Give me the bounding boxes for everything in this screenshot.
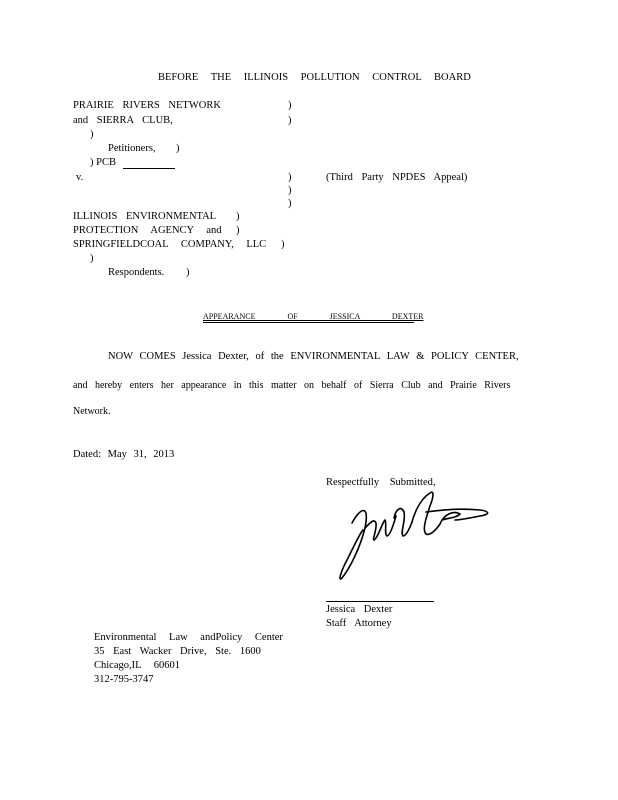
body-line-1: NOW COMES Jessica Dexter, of the ENVIRONMENTAL LAW & POLICY CENTER, bbox=[108, 351, 519, 362]
pcb-label: ) PCB bbox=[90, 157, 116, 168]
caption-paren: ) bbox=[288, 198, 292, 209]
dated-line: Dated: May 31, 2013 bbox=[73, 449, 175, 460]
address-phone: 312-795-3747 bbox=[94, 674, 154, 685]
body-line-2: and hereby enters her appearance in this matter on behalf of Sierra Club and Prairie Rivers bbox=[73, 380, 511, 391]
address-city: Chicago,IL 60601 bbox=[94, 660, 181, 671]
versus-label: v. bbox=[76, 172, 84, 183]
petitioners-label: Petitioners, bbox=[108, 143, 156, 154]
signer-title: Staff Attorney bbox=[326, 618, 392, 629]
caption-paren: ) bbox=[288, 100, 292, 111]
signature-line bbox=[326, 601, 434, 602]
closing-text: Respectfully Submitted, bbox=[326, 477, 436, 488]
petitioner-name-line1: PRAIRIE RIVERS NETWORK bbox=[73, 100, 221, 111]
respondent-name-line3: SPRINGFIELDCOAL COMPANY, LLC bbox=[73, 239, 267, 250]
caption-paren: ) bbox=[90, 253, 94, 264]
appeal-type: (Third Party NPDES Appeal) bbox=[326, 172, 468, 183]
address-street: 35 East Wacker Drive, Ste. 1600 bbox=[94, 646, 261, 657]
petitioner-name-line2: and SIERRA CLUB, bbox=[73, 115, 173, 126]
document-heading: BEFORE THE ILLINOIS POLLUTION CONTROL BOARD bbox=[158, 72, 471, 83]
caption-paren: ) bbox=[288, 115, 292, 126]
caption-paren: ) bbox=[281, 239, 285, 250]
caption-paren: ) bbox=[288, 185, 292, 196]
address-org: Environmental Law andPolicy Center bbox=[94, 632, 283, 643]
pcb-number-blank-line bbox=[123, 168, 175, 169]
caption-paren: ) bbox=[288, 172, 292, 183]
caption-paren: ) bbox=[186, 267, 190, 278]
signer-name: Jessica Dexter bbox=[326, 604, 393, 615]
caption-paren: ) bbox=[176, 143, 180, 154]
caption-paren: ) bbox=[236, 225, 240, 236]
respondent-name-line1: ILLINOIS ENVIRONMENTAL bbox=[73, 211, 217, 222]
caption-paren: ) bbox=[90, 129, 94, 140]
caption-paren: ) bbox=[236, 211, 240, 222]
document-title: APPEARANCE OF JESSICA DEXTER bbox=[203, 312, 424, 321]
body-line-3: Network. bbox=[73, 406, 111, 417]
title-underline bbox=[203, 322, 414, 323]
handwritten-signature bbox=[330, 478, 495, 588]
respondent-name-line2: PROTECTION AGENCY and bbox=[73, 225, 222, 236]
respondents-label: Respondents. bbox=[108, 267, 165, 278]
